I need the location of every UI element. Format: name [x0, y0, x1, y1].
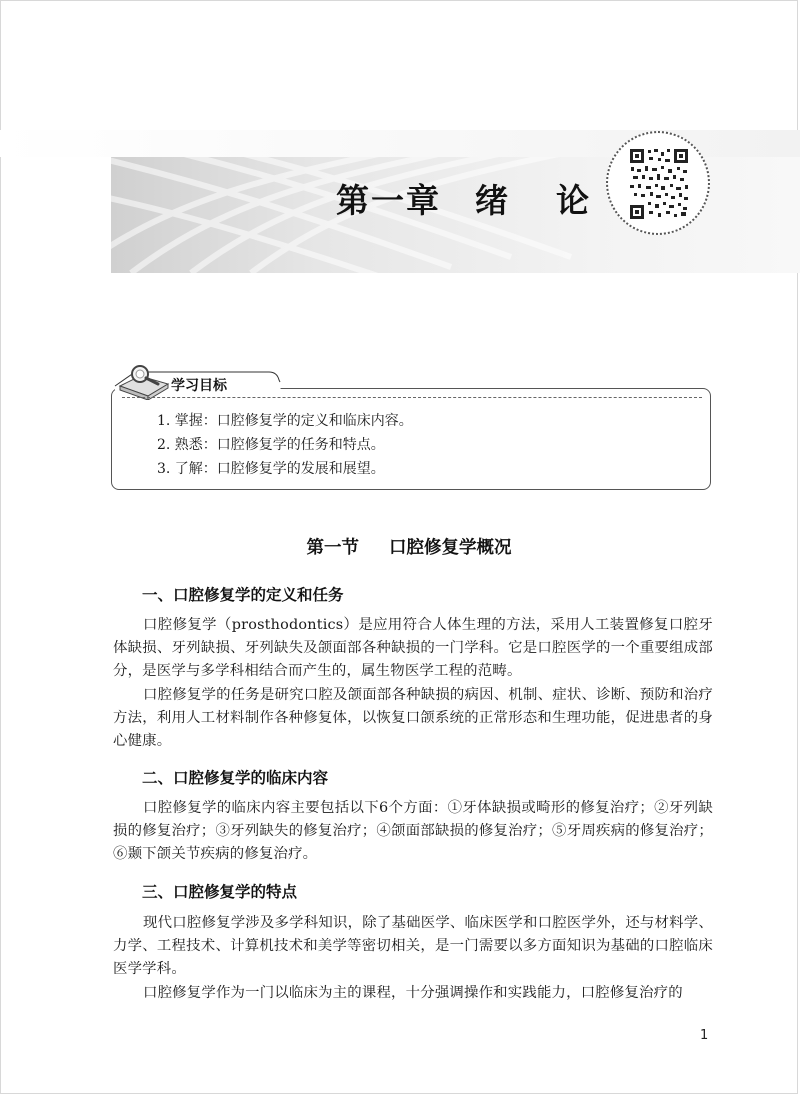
paragraph-practice: 口腔修复学作为一门以临床为主的课程，十分强调操作和实践能力，口腔修复治疗的	[143, 985, 683, 1001]
objective-item: 1. 掌握：口腔修复学的定义和临床内容。	[157, 413, 413, 429]
chapter-title-word-1: 绪	[475, 181, 510, 220]
objective-item: 3. 了解：口腔修复学的发展和展望。	[157, 461, 385, 477]
paragraph-clinical-content: 口腔修复学的临床内容主要包括以下6个方面：①牙体缺损或畸形的修复治疗；②牙列缺损的修复治疗；③牙列缺失的修复治疗；④颌面部缺损的修复治疗；⑤牙周疾病的修复治疗；⑥颞下颌关节疾病的修复治疗。	[113, 800, 713, 862]
section-title	[0, 534, 800, 559]
qr-code-badge[interactable]	[606, 131, 710, 235]
paragraph-definition: 口腔修复学（prosthodontics）是应用符合人体生理的方法，采用人工装置修复口腔牙体缺损、牙列缺损、牙列缺失及颌面部各种缺损的一门学科。它是口腔医学的一个重要组成部分，是医学与多学科相结合而产生的，属生物医学工程的范畴。	[113, 617, 713, 679]
qr-code-icon	[628, 147, 690, 221]
objective-item: 2. 熟悉：口腔修复学的任务和特点。	[157, 437, 385, 453]
chapter-title-word-2: 论	[556, 181, 591, 220]
paragraph-tasks: 口腔修复学的任务是研究口腔及颌面部各种缺损的病因、机制、症状、诊断、预防和治疗方法，利用人工材料制作各种修复体，以恢复口颌系统的正常形态和生理功能，促进患者的身心健康。	[113, 687, 713, 749]
chapter-title-number: 第一章	[336, 181, 441, 220]
magnifier-book-icon	[116, 360, 172, 400]
section-name: 口腔修复学概况	[389, 538, 512, 558]
objectives-divider	[122, 397, 702, 398]
objectives-list	[157, 409, 413, 481]
page-number: 1	[700, 1028, 709, 1043]
objectives-label: 学习目标	[171, 378, 227, 394]
paragraph-characteristics: 现代口腔修复学涉及多学科知识，除了基础医学、临床医学和口腔医学外，还与材料学、力学、工程技术、计算机技术和美学等密切相关，是一门需要以多方面知识为基础的口腔临床医学学科。	[113, 915, 713, 977]
subheading-definition: 一、口腔修复学的定义和任务	[142, 586, 344, 604]
subheading-characteristics: 三、口腔修复学的特点	[142, 883, 298, 901]
subheading-clinical-content: 二、口腔修复学的临床内容	[142, 769, 329, 787]
section-number: 第一节	[306, 538, 359, 558]
